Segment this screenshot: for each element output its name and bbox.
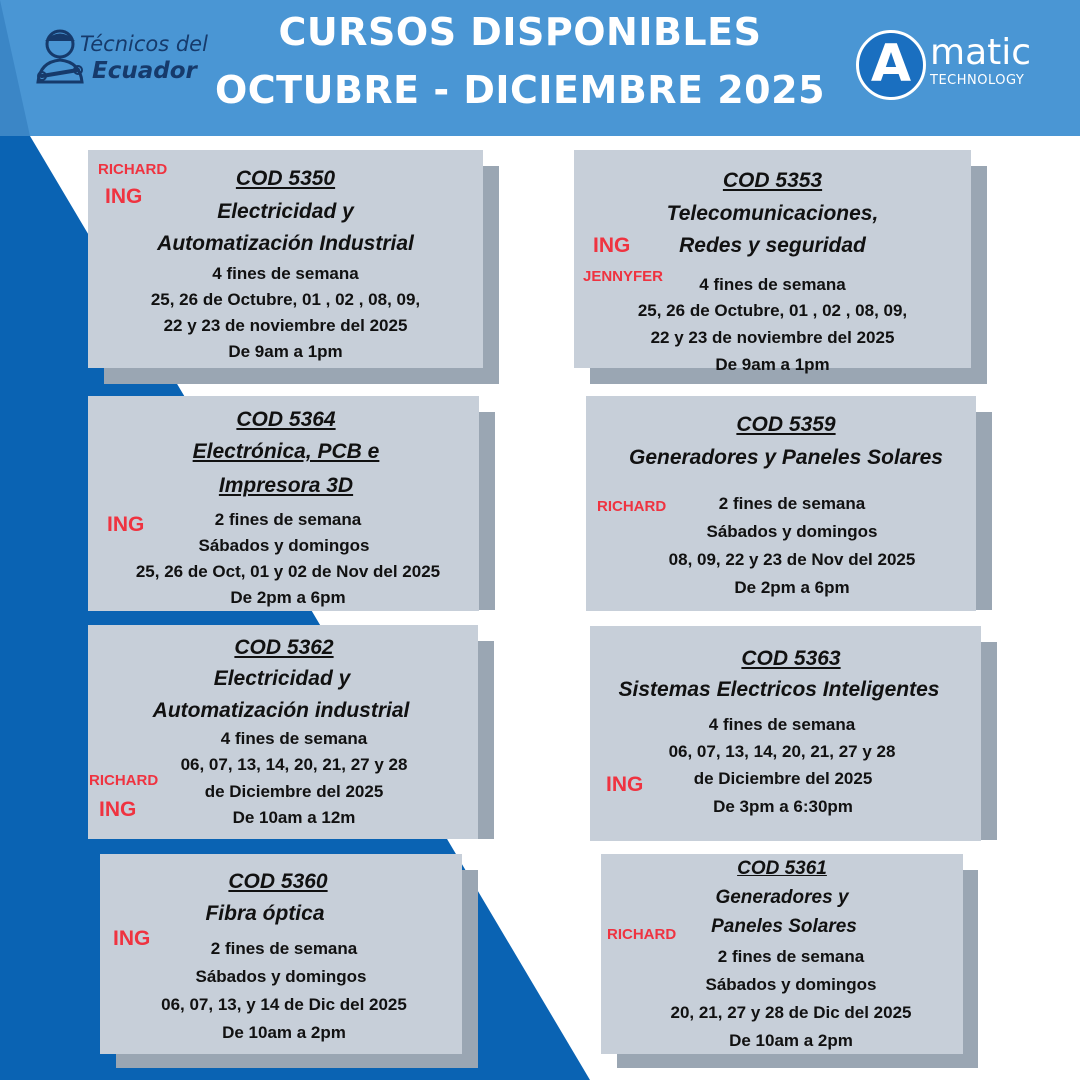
header-title-line2: OCTUBRE - DICIEMBRE 2025 xyxy=(214,68,826,112)
course-detail: Sábados y domingos xyxy=(195,967,367,986)
course-card xyxy=(601,854,979,1070)
course-code: COD 5350 xyxy=(235,167,336,190)
course-detail: 06, 07, 13, y 14 de Dic del 2025 xyxy=(161,995,407,1014)
course-detail: 20, 21, 27 y 28 de Dic del 2025 xyxy=(670,1003,912,1022)
course-card xyxy=(590,626,998,842)
course-detail: De 10am a 2pm xyxy=(729,1031,853,1050)
header-title-line1: CURSOS DISPONIBLES xyxy=(278,10,762,54)
course-code: COD 5363 xyxy=(741,647,841,670)
course-code: COD 5360 xyxy=(228,870,328,893)
instructor-tag: RICHARD xyxy=(607,926,677,943)
course-detail: 22 y 23 de noviembre del 2025 xyxy=(163,316,408,335)
course-detail: 06, 07, 13, 14, 20, 21, 27 y 28 xyxy=(180,755,408,774)
course-title: Automatización industrial xyxy=(152,699,410,722)
course-detail: 4 fines de semana xyxy=(699,275,846,294)
course-detail: Sábados y domingos xyxy=(705,975,877,994)
brand-line1: Técnicos del xyxy=(80,32,208,56)
logo-tecnicos-del-ecuador xyxy=(32,26,222,96)
course-detail: De 3pm a 6:30pm xyxy=(713,797,853,816)
course-detail: De 10am a 12m xyxy=(232,808,356,827)
course-title: Redes y seguridad xyxy=(679,234,866,257)
course-detail: De 2pm a 6pm xyxy=(734,578,850,597)
logo-sub: TECHNOLOGY xyxy=(930,73,1025,88)
logo-word: matic xyxy=(930,32,1032,73)
course-title: Sistemas Electricos Inteligentes xyxy=(618,678,940,701)
course-detail: De 10am a 2pm xyxy=(222,1023,346,1042)
course-card xyxy=(586,396,993,612)
course-code: COD 5362 xyxy=(234,636,334,659)
course-card xyxy=(88,150,500,386)
course-detail: 25, 26 de Octubre, 01 , 02 , 08, 09, xyxy=(637,301,908,320)
course-detail: 4 fines de semana xyxy=(708,715,856,734)
course-title: Electricidad y xyxy=(217,200,354,223)
logo-amatic-technology xyxy=(856,28,1056,104)
logo-letter: A xyxy=(870,34,912,94)
instructor-tag: ING xyxy=(593,234,631,257)
course-detail: 08, 09, 22 y 23 de Nov del 2025 xyxy=(668,550,916,569)
course-title: Telecomunicaciones, xyxy=(666,202,879,225)
course-title: Impresora 3D xyxy=(218,474,354,497)
course-code: COD 5359 xyxy=(736,413,836,436)
course-detail: 2 fines de semana xyxy=(718,494,866,513)
course-detail: De 9am a 1pm xyxy=(715,355,830,374)
course-detail: Sábados y domingos xyxy=(706,522,878,541)
course-detail: 2 fines de semana xyxy=(214,510,362,529)
instructor-tag: RICHARD xyxy=(98,161,168,178)
course-detail: 25, 26 de Oct, 01 y 02 de Nov del 2025 xyxy=(135,562,441,581)
instructor-tag: ING xyxy=(113,927,151,950)
course-detail: 2 fines de semana xyxy=(717,947,865,966)
instructor-tag: ING xyxy=(105,185,143,208)
course-detail: 2 fines de semana xyxy=(210,939,358,958)
course-detail: 4 fines de semana xyxy=(220,729,368,748)
course-detail: 06, 07, 13, 14, 20, 21, 27 y 28 xyxy=(668,742,896,761)
course-detail: 4 fines de semana xyxy=(212,264,359,283)
course-title: Fibra óptica xyxy=(205,902,325,925)
course-card xyxy=(88,396,496,612)
course-title: Electricidad y xyxy=(213,667,351,690)
course-card xyxy=(574,150,988,386)
course-title: Automatización Industrial xyxy=(157,232,414,255)
course-card xyxy=(88,625,495,840)
instructor-tag: ING xyxy=(99,798,137,821)
brand-line2: Ecuador xyxy=(92,58,197,84)
instructor-tag: RICHARD xyxy=(89,772,159,789)
course-detail: 25, 26 de Octubre, 01 , 02 , 08, 09, xyxy=(150,290,421,309)
course-title: Generadores y xyxy=(715,887,849,908)
course-detail: Sábados y domingos xyxy=(198,536,370,555)
course-card xyxy=(100,854,479,1070)
course-code: COD 5353 xyxy=(722,169,823,192)
instructor-tag: RICHARD xyxy=(597,498,667,515)
course-detail: de Diciembre del 2025 xyxy=(693,769,873,788)
course-detail: de Diciembre del 2025 xyxy=(204,782,384,801)
course-detail: De 9am a 1pm xyxy=(228,342,343,361)
course-detail: De 2pm a 6pm xyxy=(230,588,346,607)
course-title: Electrónica, PCB e xyxy=(192,440,380,463)
course-detail: 22 y 23 de noviembre del 2025 xyxy=(650,328,895,347)
course-title: Generadores y Paneles Solares xyxy=(628,446,943,469)
course-title: Paneles Solares xyxy=(711,916,857,937)
instructor-tag: ING xyxy=(606,773,644,796)
course-code: COD 5361 xyxy=(737,858,827,879)
instructor-tag: ING xyxy=(107,513,145,536)
course-code: COD 5364 xyxy=(236,408,336,431)
instructor-tag: JENNYFER xyxy=(583,268,664,285)
